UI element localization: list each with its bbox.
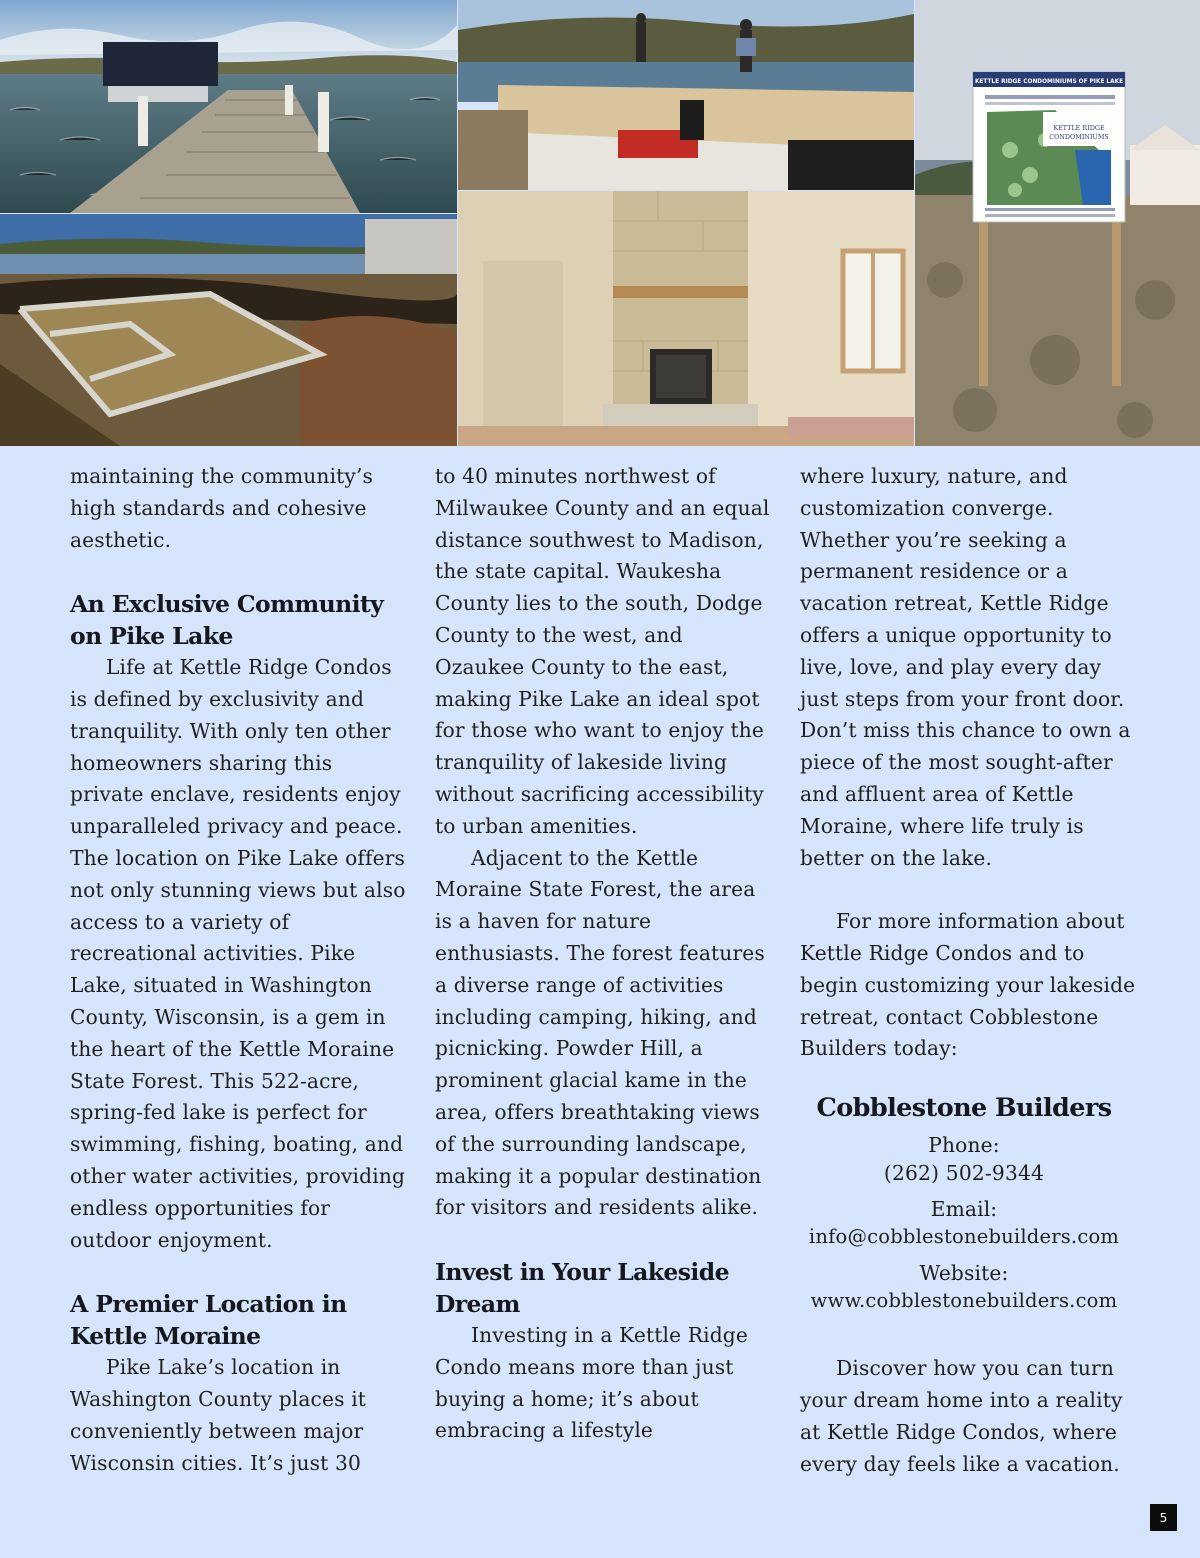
paragraph-location-continued: to 40 minutes northwest of Milwaukee County and an equal distance southwest to Madison, the state capital. Waukesha County lies to the south, Dodge County to the west, and Ozaukee County to the east, making Pike Lake an ideal spot for those who want to enjoy the tranquility of lakeside living without sacrificing accessibility to urban amenities. bbox=[435, 464, 770, 838]
email-label: Email: bbox=[930, 1197, 998, 1222]
website-link[interactable]: www.cobblestonebuilders.com bbox=[810, 1289, 1118, 1313]
sign-brand-line1: KETTLE RIDGE bbox=[1053, 124, 1105, 132]
photo-kettle-ridge-sign bbox=[915, 0, 1200, 446]
paragraph-closing: Discover how you can turn your dream home into a reality at Kettle Ridge Condos, where every day feels like a vacation. bbox=[800, 1356, 1123, 1476]
article-column-1 bbox=[70, 461, 412, 1479]
article-column-3 bbox=[800, 461, 1140, 1480]
heading-premier-location: A Premier Location in Kettle Moraine bbox=[70, 1290, 347, 1351]
paragraph-state-forest: Adjacent to the Kettle Moraine State Forest, the area is a haven for nature enthusiasts. The forest features a diverse range of activities including camping, hiking, and picnicking. Powder Hill, a prominent glacial kame in the area, offers breathtaking views of the surrounding landscape, making it a popular destination for visitors and residents alike. bbox=[435, 845, 765, 1220]
paragraph-intro-continued: maintaining the community’s high standards and cohesive aesthetic. bbox=[70, 464, 374, 552]
heading-invest-lakeside-dream: Invest in Your Lakeside Dream bbox=[435, 1257, 729, 1318]
email-address[interactable]: info@cobblestonebuilders.com bbox=[808, 1225, 1120, 1249]
sign-title: KETTLE RIDGE CONDOMINIUMS OF PIKE LAKE bbox=[974, 79, 1124, 85]
article-column-2 bbox=[435, 461, 775, 1447]
company-name: Cobblestone Builders bbox=[816, 1093, 1112, 1124]
phone-number[interactable]: (262) 502-9344 bbox=[883, 1161, 1045, 1186]
phone-label: Phone: bbox=[928, 1133, 1000, 1158]
paragraph-more-information: For more information about Kettle Ridge Condos and to begin customizing your lakeside retreat, contact Cobblestone Builders today: bbox=[800, 909, 1136, 1061]
paragraph-invest: Investing in a Kettle Ridge Condo means more than just buying a home; it’s about embracing a lifestyle bbox=[435, 1322, 748, 1443]
heading-exclusive-community: An Exclusive Community on Pike Lake bbox=[70, 590, 384, 651]
photo-construction-framing bbox=[458, 0, 914, 190]
paragraph-exclusive-community: Life at Kettle Ridge Condos is defined by exclusivity and tranquility. With only ten other homeowners sharing this private enclave, residents enjoy unparalleled privacy and peace. The location on Pike Lake offers not only stunning views but also access to a variety of recreational activities. Pike Lake, situated in Washington County, Wisconsin, is a gem in the heart of the Kettle Moraine State Forest. This 522-acre, spring-fed lake is perfect for swimming, fishing, boating, and other water activities, providing endless opportunities for outdoor enjoyment. bbox=[70, 655, 406, 1252]
page-number: 5 bbox=[1150, 1504, 1177, 1531]
photo-pier-on-lake bbox=[0, 0, 457, 213]
photo-foundation-by-lake bbox=[0, 214, 457, 446]
photo-interior-fireplace bbox=[458, 191, 914, 446]
sign-brand-line2: CONDOMINIUMS bbox=[1049, 133, 1109, 141]
website-label: Website: bbox=[919, 1261, 1009, 1286]
paragraph-premier-location: Pike Lake’s location in Washington County places it conveniently between major Wisconsin cities. It’s just 30 bbox=[70, 1355, 367, 1475]
contact-block bbox=[800, 1087, 1128, 1315]
paragraph-invest-continued: where luxury, nature, and customization converge. Whether you’re seeking a permanent residence or a vacation retreat, Kettle Ridge offers a unique opportunity to live, love, and play every day just steps from your front door. Don’t miss this chance to own a piece of the most sought-after and affluent area of Kettle Moraine, where life truly is better on the lake. bbox=[800, 464, 1131, 870]
